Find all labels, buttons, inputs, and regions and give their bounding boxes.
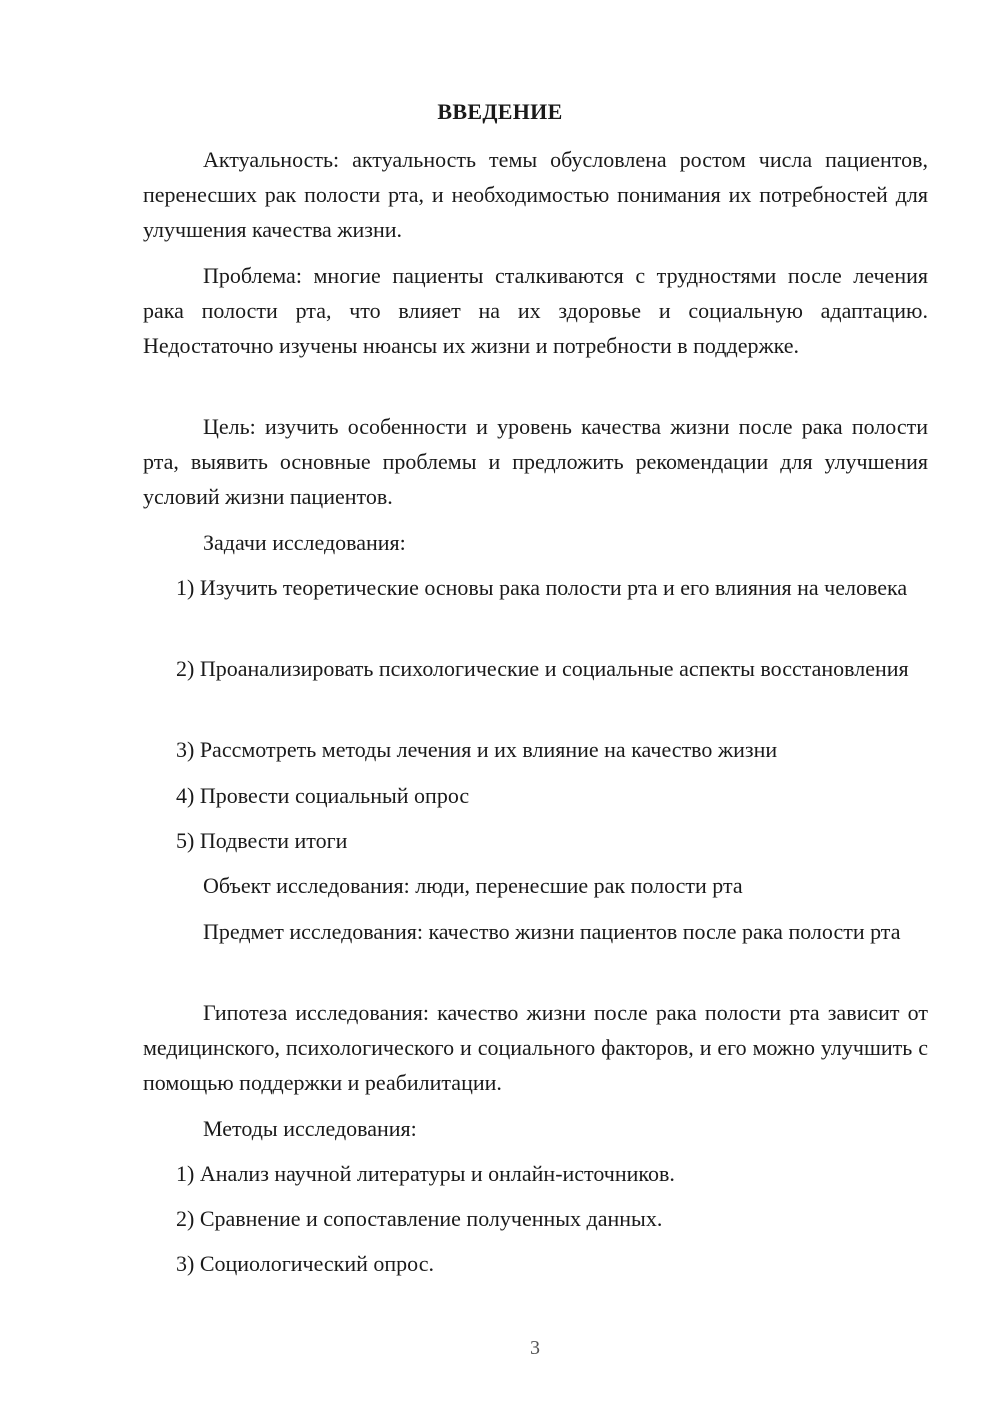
list-item-task-5: 5) Подвести итоги [176, 828, 348, 853]
page-number: 3 [530, 1337, 540, 1359]
paragraph-hypothesis: Гипотеза исследования: качество жизни после рака полости рта зависит от медицинского, психологического и социального факторов, и его можно улучшить с помощью поддержки и реабилитации. [143, 1000, 928, 1095]
paragraph-tasks-heading: Задачи исследования: [203, 530, 406, 555]
section-title: ВВЕДЕНИЕ [437, 99, 563, 124]
paragraph-subject: Предмет исследования: качество жизни пациентов после рака полости рта [203, 919, 901, 944]
list-item-method-3: 3) Социологический опрос. [176, 1251, 434, 1276]
paragraph-goal: Цель: изучить особенности и уровень качества жизни после рака полости рта, выявить основные проблемы и предложить рекомендации для улучшения условий жизни пациентов. [143, 414, 928, 509]
list-item-task-1: 1) Изучить теоретические основы рака полости рта и его влияния на человека [176, 575, 908, 600]
list-item-method-2: 2) Сравнение и сопоставление полученных данных. [176, 1206, 663, 1231]
list-item-method-1: 1) Анализ научной литературы и онлайн-источников. [176, 1161, 675, 1186]
paragraph-relevance: Актуальность: актуальность темы обусловлена ростом числа пациентов, перенесших рак полости рта, и необходимостью понимания их потребностей для улучшения качества жизни. [143, 147, 928, 242]
paragraph-methods-heading: Методы исследования: [203, 1116, 417, 1141]
list-item-task-2: 2) Проанализировать психологические и социальные аспекты восстановления [176, 656, 909, 681]
paragraph-problem: Проблема: многие пациенты сталкиваются с трудностями после лечения рака полости рта, что влияет на их здоровье и социальную адаптацию. Недостаточно изучены нюансы их жизни и потребности в поддержке. [143, 263, 928, 358]
list-item-task-3: 3) Рассмотреть методы лечения и их влияние на качество жизни [176, 737, 778, 762]
paragraph-object: Объект исследования: люди, перенесшие рак полости рта [203, 873, 743, 898]
list-item-task-4: 4) Провести социальный опрос [176, 783, 470, 808]
